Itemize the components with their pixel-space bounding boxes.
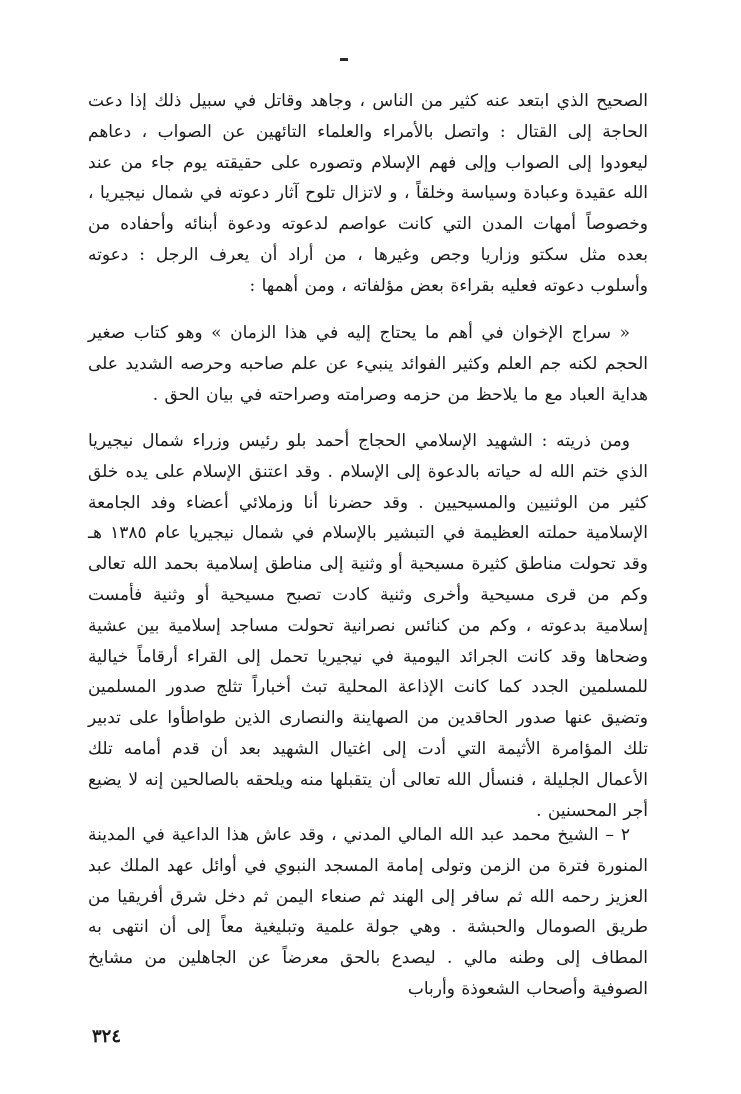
paragraph-3: ومن ذريته : الشهيد الإسلامي الحجاج أحمد بلو رئيس وزراء شمال نيجيريا الذي ختم الله له حياته بالدعوة إلى الإسلام . وقد اعتنق الإسلام على يده خلق كثير من الوثنيين والمسيحيين . وقد حضرنا أنا وزملائي أعضاء وفد الجامعة الإسلامية حملته العظيمة في التبشير بالإسلام في شمال نيجيريا عام ١٣٨٥ هـ وقد تحولت مناطق كثيرة مسيحية أو وثنية إلى مناطق إسلامية بحمد الله تعالى وكم من قرى مسيحية وأخرى وثنية كادت تصبح مسيحية أو وثنية فأمست إسلامية بدعوته ، وكم من كنائس نصرانية تحولت مساجد إسلامية بين عشية وضحاها وقد كانت الجرائد اليومية في نيجيريا تحمل إلى القراء أرقاماً خيالية للمسلمين الجدد كما كانت الإذاعة المحلية تبث أخباراً تثلج صدور المسلمين وتضيق عنها صدور الحاقدين من الصهاينة والنصارى الذين طواطأوا على تدبير تلك المؤامرة الأثيمة التي أدت إلى اغتيال الشهيد بعد أن قدم أمامه تلك الأعمال الجليلة ، فنسأل الله تعالى أن يتقبلها منه ويلحقه بالصالحين إنه لا يضيع أجر المحسنين .	[88, 431, 648, 821]
paragraph-1: الصحيح الذي ابتعد عنه كثير من الناس ، وجاهد وقاتل في سبيل ذلك إذا دعت الحاجة إلى القتال : واتصل بالأمراء والعلماء التائهين عن الصواب ، دعاهم ليعودوا إلى الصواب وإلى فهم الإسلام وتصوره على حقيقته يوم جاء من عند الله عقيدة وعبادة وسياسة وخلقاً ، و لاتزال تلوح آثار دعوته في شمال نيجيريا ، وخصوصاً أمهات المدن التي كانت عواصم لدعوته ودعوة أبنائه وأحفاده من بعده مثل سكتو وزاريا وجص وغيرها ، من أراد أن يعرف الرجل : دعوته وأسلوب دعوته فعليه بقراءة بعض مؤلفاته ، ومن أهمها :	[88, 91, 648, 296]
page-number: ٣٢٤	[92, 1026, 122, 1047]
paragraph-2: « سراج الإخوان في أهم ما يحتاج إليه في هذا الزمان » وهو كتاب صغير الحجم لكنه جم العلم وكثير الفوائد ينبيء عن علم صاحبه وحرصه الشديد على هداية العباد مع ما يلاحظ من حزمه وصرامته وصراحته في بيان الحق .	[88, 323, 648, 405]
header-dash-mark	[340, 58, 348, 61]
paragraph-4: ٢ – الشيخ محمد عبد الله المالي المدني ، وقد عاش هذا الداعية في المدينة المنورة فترة من الزمن وتولى إمامة المسجد النبوي في أوائل عهد الملك عبد العزيز رحمه الله ثم سافر إلى الهند ثم صنعاء اليمن ثم دخل شرق أفريقيا من طريق الصومال والحبشة . وهي جولة علمية وتبليغية معاً إلى أن انتهى به المطاف إلى وطنه مالي . ليصدع بالحق معرضاً عن الجاهلين من مشايخ الصوفية وأصحاب الشعوذة وأرباب	[88, 825, 648, 999]
